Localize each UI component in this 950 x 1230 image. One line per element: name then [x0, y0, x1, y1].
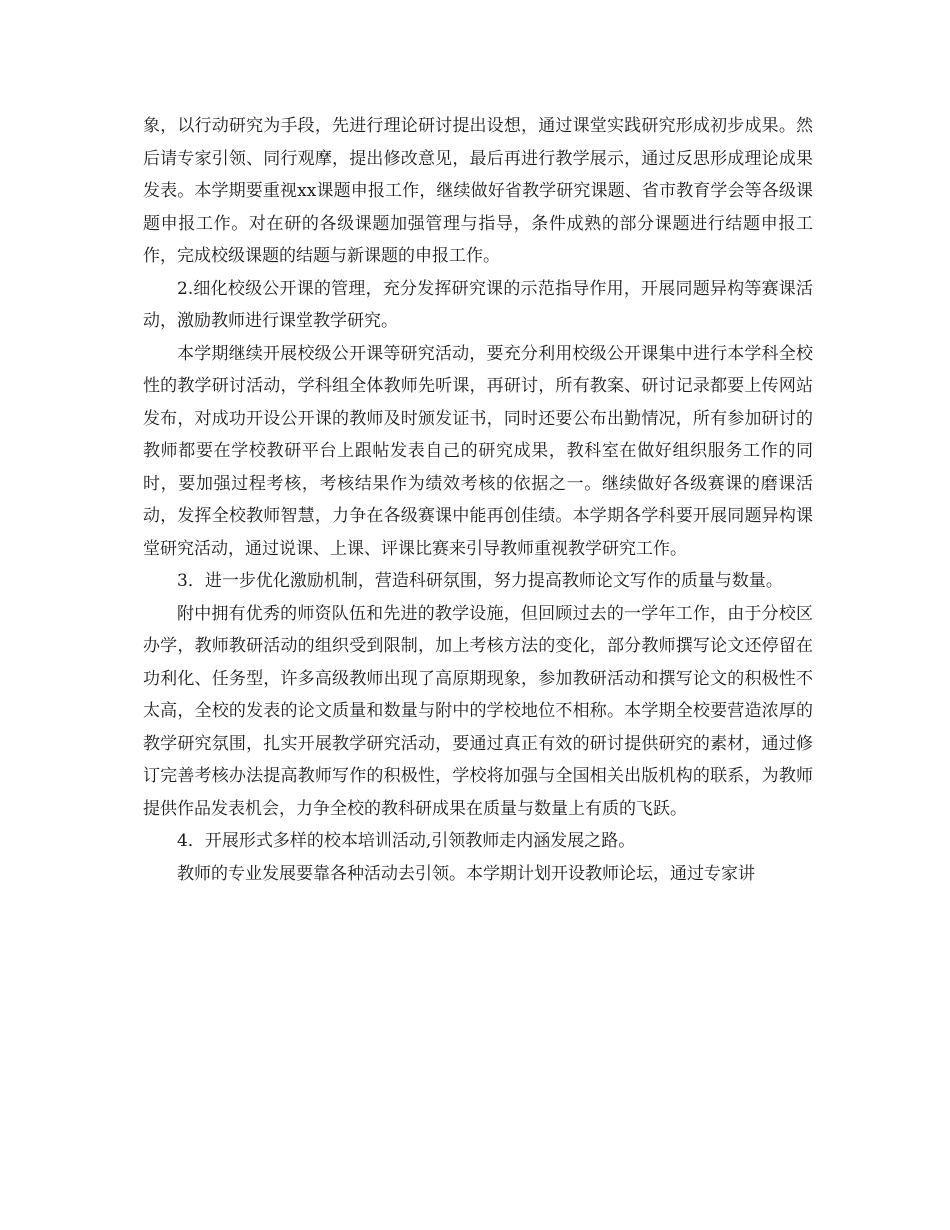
paragraph: 本学期继续开展校级公开课等研究活动，要充分利用校级公开课集中进行本学科全校性的教学研讨活动，学科组全体教师先听课，再研讨，所有教案、研讨记录都要上传网站发布，对成功开设公开课的教师及时颁发证书，同时还要公布出勤情况，所有参加研讨的教师都要在学校教研平台上跟帖发表自己的研究成果，教科室在做好组织服务工作的同时，要加强过程考核，考核结果作为绩效考核的依据之一。继续做好各级赛课的磨课活动，发挥全校教师智慧，力争在各级赛课中能再创佳绩。本学期各学科要开展同题异构课堂研究活动，通过说课、上课、评课比赛来引导教师重视教学研究工作。 [143, 343, 813, 559]
paragraph: 教师的专业发展要靠各种活动去引领。本学期计划开设教师论坛，通过专家讲 [177, 863, 755, 884]
paragraph: 附中拥有优秀的师资队伍和先进的教学设施，但回顾过去的一学年工作，由于分校区办学，教师教研活动的组织受到限制，加上考核方法的变化，部分教师撰写论文还停留在功利化、任务型，许多高级教师出现了高原期现象，参加教研活动和撰写论文的积极性不太高，全校的发表的论文质量和数量与附中的学校地位不相称。本学期全校要营造浓厚的教学研究氛围，扎实开展教学研究活动，要通过真正有效的研讨提供研究的素材，通过修订完善考核办法提高教师写作的积极性，学校将加强与全国相关出版机构的联系，为教师提供作品发表机会，力争全校的教科研成果在质量与数量上有质的飞跃。 [143, 603, 813, 819]
section-heading-4: 4．开展形式多样的校本培训活动,引领教师走内涵发展之路。 [177, 831, 636, 851]
section-heading-2: 2.细化校级公开课的管理，充分发挥研究课的示范指导作用，开展同题异构等赛课活动，激励教师进行课堂教学研究。 [143, 278, 813, 331]
document-page [143, 110, 813, 890]
section-heading-3: 3．进一步优化激励机制，营造科研氛围，努力提高教师论文写作的质量与数量。 [177, 571, 783, 591]
paragraph-continuation: 象，以行动研究为手段，先进行理论研讨提出设想，通过课堂实践研究形成初步成果。然后请专家引领、同行观摩，提出修改意见，最后再进行教学展示，通过反思形成理论成果发表。本学期要重视xx课题申报工作，继续做好省教学研究课题、省市教育学会等各级课题申报工作。对在研的各级课题加强管理与指导，条件成熟的部分课题进行结题申报工作，完成校级课题的结题与新课题的申报工作。 [143, 116, 813, 266]
